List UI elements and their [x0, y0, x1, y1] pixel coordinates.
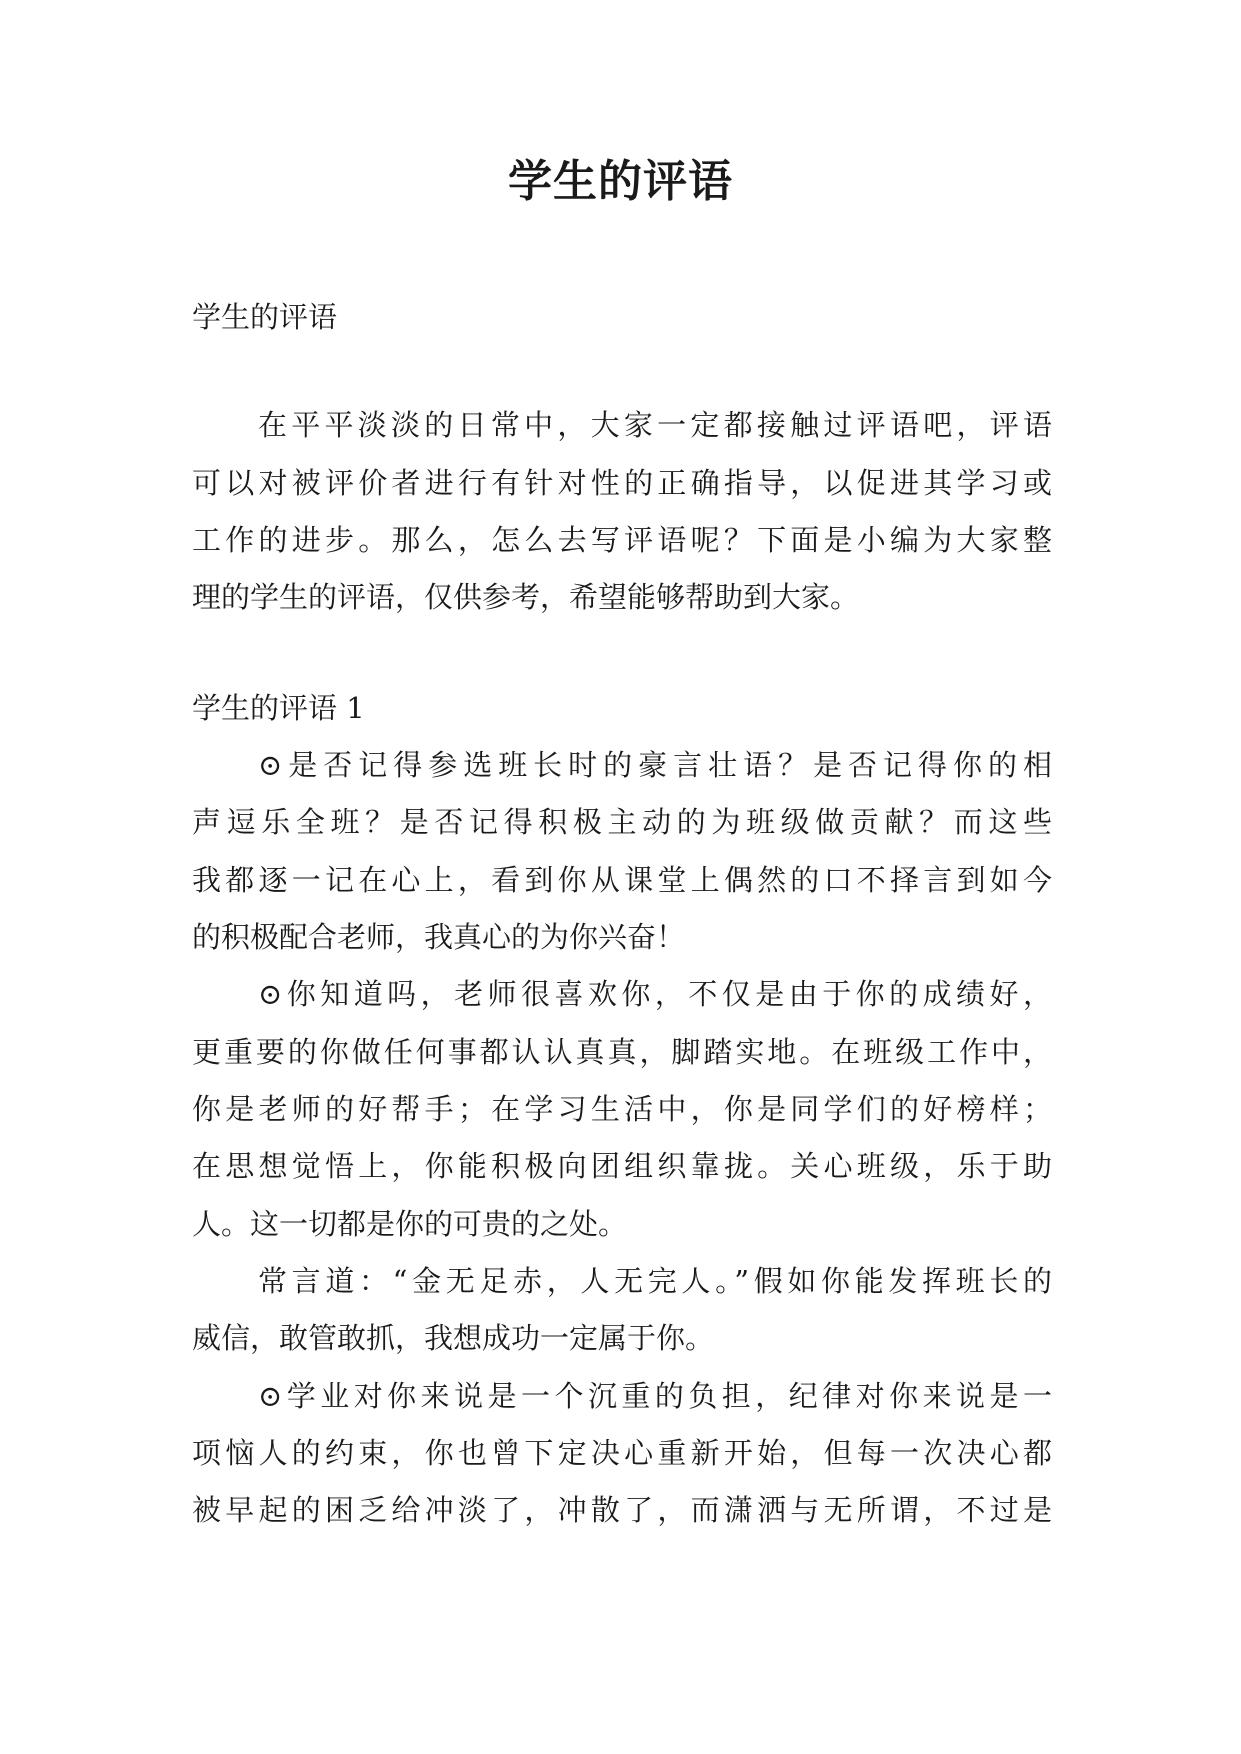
body-line: 更重要的你做任何事都认认真真，脚踏实地。在班级工作中，: [192, 1035, 1052, 1069]
intro-line: 理的学生的评语，仅供参考，希望能够帮助到大家。: [192, 580, 860, 614]
body-line: 威信，敢管敢抓，我想成功一定属于你。: [192, 1321, 715, 1355]
intro-line: 在平平淡淡的日常中，大家一定都接触过评语吧，评语: [258, 408, 1052, 442]
body-line: 的积极配合老师，我真心的为你兴奋！: [192, 920, 686, 954]
body-line: 你是老师的好帮手；在学习生活中，你是同学们的好榜样；: [192, 1092, 1052, 1126]
body-line: 常言道：“金无足赤，人无完人。”假如你能发挥班长的: [258, 1264, 1052, 1298]
body-line: ⊙你知道吗，老师很喜欢你，不仅是由于你的成绩好，: [258, 977, 1052, 1011]
body-line: 人。这一切都是你的可贵的之处。: [192, 1207, 628, 1241]
subtitle-line: 学生的评语: [192, 300, 338, 334]
body-line: 我都逐一记在心上，看到你从课堂上偶然的口不择言到如今: [192, 863, 1052, 897]
intro-line: 工作的进步。那么，怎么去写评语呢？下面是小编为大家整: [192, 523, 1052, 557]
body-line: 项恼人的约束，你也曾下定决心重新开始，但每一次决心都: [192, 1436, 1052, 1470]
section-heading: 学生的评语 1: [192, 691, 365, 725]
intro-line: 可以对被评价者进行有针对性的正确指导，以促进其学习或: [192, 466, 1052, 500]
body-line: ⊙学业对你来说是一个沉重的负担，纪律对你来说是一: [258, 1379, 1052, 1413]
body-line: ⊙是否记得参选班长时的豪言壮语？是否记得你的相: [258, 748, 1052, 782]
body-line: 声逗乐全班？是否记得积极主动的为班级做贡献？而这些: [192, 805, 1052, 839]
page-title: 学生的评语: [508, 156, 733, 207]
body-line: 在思想觉悟上，你能积极向团组织靠拢。关心班级，乐于助: [192, 1149, 1052, 1183]
body-line: 被早起的困乏给冲淡了，冲散了，而潇洒与无所谓，不过是: [192, 1493, 1052, 1527]
